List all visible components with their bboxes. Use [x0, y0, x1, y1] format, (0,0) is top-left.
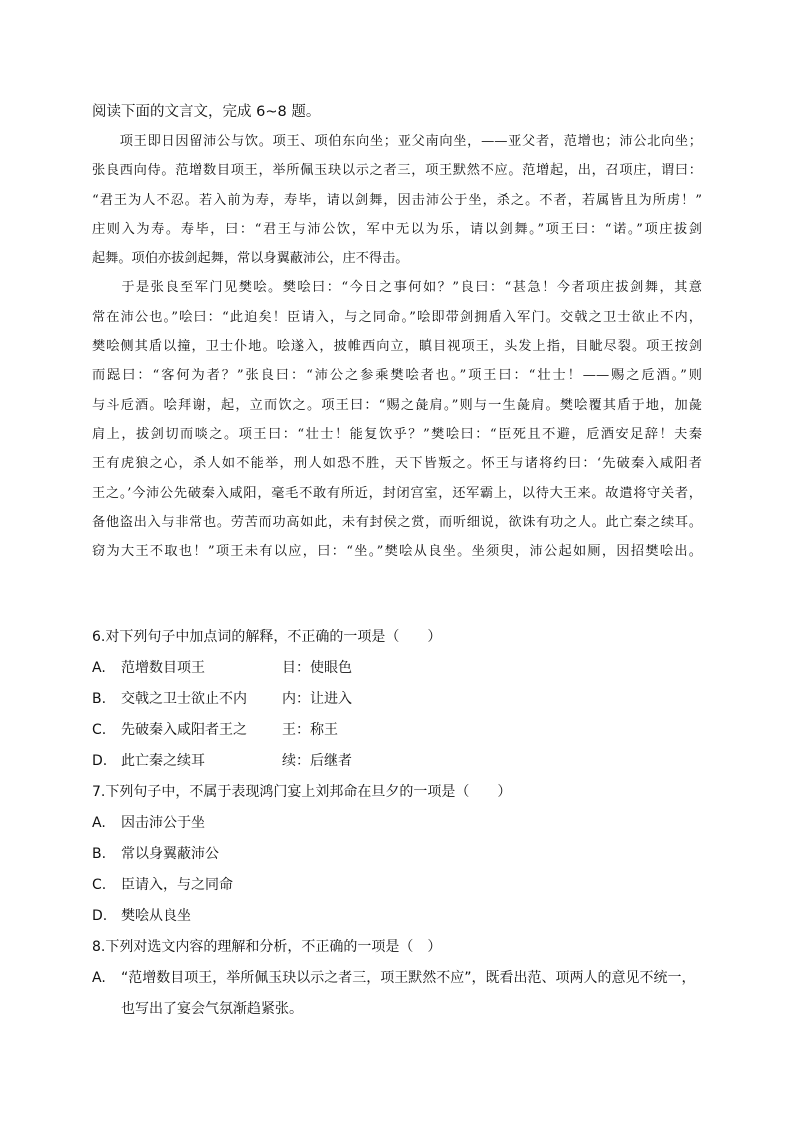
option-gloss: 内：让进入: [282, 691, 352, 707]
question-7-option-d[interactable]: [92, 901, 712, 932]
classical-passage: [92, 127, 702, 566]
passage-line: 而跽曰：“客何为者？”张良曰：“沛公之参乘樊哙者也。”项王曰：“壮士！——赐之卮酒。”则: [92, 368, 702, 384]
passage-line: 常在沛公也。”哙曰：“此迫矣！臣请入，与之同命。”哙即带剑拥盾入军门。交戟之卫士欲止不内，: [92, 309, 702, 325]
option-letter: B.: [92, 691, 107, 707]
passage-line: 备他盗出入与非常也。劳苦而功高如此，未有封侯之赏，而听细说，欲诛有功之人。此亡秦之续耳。: [92, 514, 702, 530]
passage-paragraph-1: [92, 127, 702, 273]
question-list: [92, 622, 712, 1025]
option-text: 先破秦入咸阳者王之: [121, 722, 247, 738]
option-text: 常以身翼蔽沛公: [121, 846, 219, 862]
option-gloss: 王：称王: [282, 722, 338, 738]
passage-line: 与斗卮酒。哙拜谢，起，立而饮之。项王曰：“赐之彘肩。”则与一生彘肩。樊哙覆其盾于地，加彘: [92, 397, 702, 413]
option-letter: A.: [92, 970, 106, 986]
option-letter: A.: [92, 815, 106, 831]
option-gloss: 续：后继者: [282, 753, 352, 769]
option-text: 臣请入，与之同命: [121, 877, 233, 893]
option-text: 此亡秦之续耳: [121, 753, 205, 769]
passage-line: 窃为大王不取也！”项王未有以应，曰：“坐。”樊哙从良坐。坐须臾，沛公起如厕，因招樊哙出。: [92, 544, 702, 560]
option-text: 因击沛公于坐: [121, 815, 205, 831]
question-6-option-d[interactable]: [92, 746, 712, 777]
question-7-option-b[interactable]: [92, 839, 712, 870]
option-text-line: “范增数目项王，举所佩玉玦以示之者三，项王默然不应”，既看出范、项两人的意见不统一，: [121, 970, 696, 986]
question-6-option-b[interactable]: [92, 684, 712, 715]
option-letter: D.: [92, 753, 108, 769]
passage-line: 项王即日因留沛公与饮。项王、项伯东向坐；亚父南向坐，——亚父者，范增也；沛公北向坐；: [92, 134, 702, 149]
option-letter: C.: [92, 877, 107, 893]
reading-instruction: 阅读下面的文言文，完成 6~8 题。: [92, 104, 321, 120]
option-letter: A.: [92, 660, 106, 676]
passage-line: 樊哙侧其盾以撞，卫士仆地。哙遂入，披帷西向立，瞋目视项王，头发上指，目眦尽裂。项王按剑: [92, 339, 702, 355]
option-gloss: 目：使眼色: [282, 660, 352, 676]
option-text: 樊哙从良坐: [121, 908, 191, 924]
question-6-option-a[interactable]: [92, 653, 712, 684]
option-letter: C.: [92, 722, 107, 738]
question-6-option-c[interactable]: [92, 715, 712, 746]
passage-line: “君王为人不忍。若入前为寿，寿毕，请以剑舞，因击沛公于坐，杀之。不者，若属皆且为所虏！”: [92, 192, 702, 208]
passage-line: 于是张良至军门见樊哙。樊哙曰：“今日之事何如？”良曰：“甚急！今者项庄拔剑舞，其意: [92, 280, 702, 296]
option-text-line: 也写出了宴会气氛渐趋紧张。: [121, 1001, 303, 1017]
passage-paragraph-2: [92, 273, 702, 566]
option-text: 交戟之卫士欲止不内: [121, 691, 247, 707]
option-letter: D.: [92, 908, 108, 924]
question-7-stem: 7.下列句子中，不属于表现鸿门宴上刘邦命在旦夕的一项是（ ）: [92, 784, 512, 800]
passage-line: 王有虎狼之心，杀人如不能举，刑人如恐不胜，天下皆叛之。怀王与诸将约曰：‘先破秦入咸阳者: [92, 456, 702, 472]
passage-line: 肩上，拔剑切而啖之。项王曰：“壮士！能复饮乎？”樊哙曰：“臣死且不避，卮酒安足辞！夫秦: [92, 426, 702, 442]
question-8-stem: 8.下列对选文内容的理解和分析，不正确的一项是（ ）: [92, 939, 442, 955]
passage-line: 庄则入为寿。寿毕，曰：“君王与沛公饮，军中无以为乐，请以剑舞。”项王曰：“诺。”项庄拔剑: [92, 221, 702, 237]
passage-line: 张良西向侍。范增数目项王，举所佩玉玦以示之者三，项王默然不应。范增起，出，召项庄，谓曰：: [92, 163, 702, 179]
question-7-option-a[interactable]: [92, 808, 712, 839]
passage-line: 王之。’今沛公先破秦入咸阳，毫毛不敢有所近，封闭宫室，还军霸上，以待大王来。故遣将守关者，: [92, 485, 702, 501]
passage-line: 起舞。项伯亦拔剑起舞，常以身翼蔽沛公，庄不得击。: [92, 251, 409, 267]
question-7-option-c[interactable]: [92, 870, 712, 901]
option-text: 范增数目项王: [121, 660, 205, 676]
question-6-stem: 6.对下列句子中加点词的解释，不正确的一项是（ ）: [92, 629, 442, 645]
option-text: [121, 963, 712, 1025]
option-letter: B.: [92, 846, 107, 862]
question-8-option-a[interactable]: [92, 963, 712, 1025]
